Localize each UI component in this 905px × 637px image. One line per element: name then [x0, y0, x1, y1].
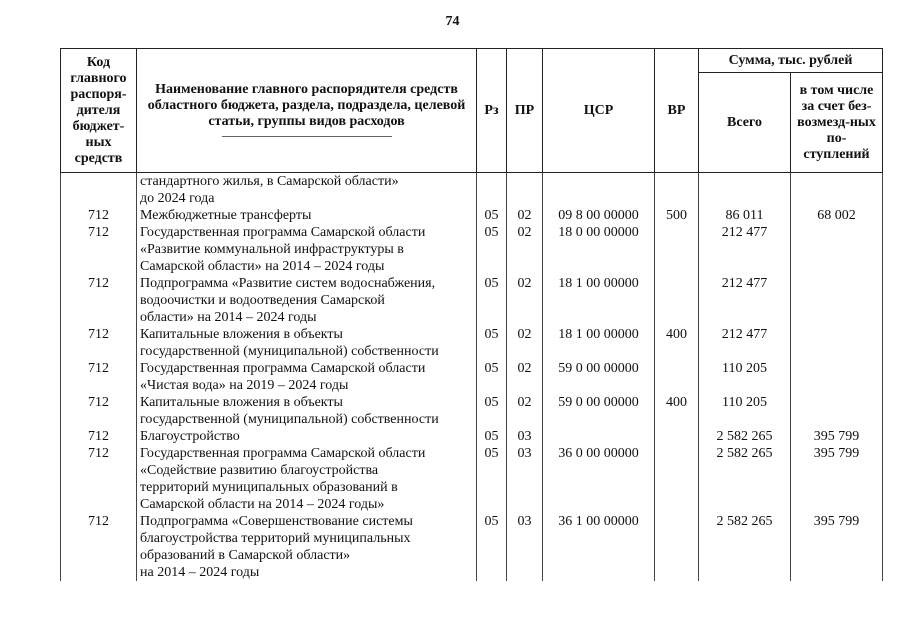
cell-total: 212 477	[699, 224, 791, 275]
cell-code: 712	[61, 207, 137, 224]
cell-total: 110 205	[699, 360, 791, 394]
name-line: до 2024 года	[140, 191, 215, 206]
cell-pr: 02	[507, 394, 543, 428]
table-row	[61, 326, 883, 360]
cell-incl	[791, 394, 883, 428]
table-row	[61, 224, 883, 275]
header-pr: ПР	[507, 49, 543, 173]
header-name	[137, 49, 477, 173]
cell-vr	[655, 445, 699, 513]
cell-incl	[791, 360, 883, 394]
cell-csr: 18 1 00 00000	[543, 275, 655, 326]
cell-name	[137, 360, 477, 394]
table-row	[61, 513, 883, 581]
cell-vr	[655, 224, 699, 275]
name-line: Благоустройство	[140, 429, 240, 444]
cell-name	[137, 428, 477, 445]
name-line: образований в Самарской области»	[140, 548, 351, 563]
cell-csr: 18 1 00 00000	[543, 326, 655, 360]
name-line: территорий муниципальных образований в	[140, 480, 398, 495]
cell-vr	[655, 428, 699, 445]
cell-incl	[791, 275, 883, 326]
name-line: Самарской области» на 2014 – 2024 годы	[140, 259, 385, 274]
table-row	[61, 445, 883, 513]
cell-rz: 05	[477, 445, 507, 513]
table-header	[61, 49, 883, 173]
cell-pr: 02	[507, 360, 543, 394]
name-line: государственной (муниципальной) собственности	[140, 344, 439, 359]
cell-code: 712	[61, 394, 137, 428]
table-row	[61, 207, 883, 224]
cell-vr	[655, 360, 699, 394]
cell-rz: 05	[477, 428, 507, 445]
cell-name	[137, 173, 477, 208]
name-line: «Развитие коммунальной инфраструктуры в	[140, 242, 404, 257]
cell-code: 712	[61, 445, 137, 513]
cell-csr: 36 0 00 00000	[543, 445, 655, 513]
cell-incl: 68 002	[791, 207, 883, 224]
cell-vr	[655, 173, 699, 208]
name-line: «Содействие развитию благоустройства	[140, 463, 379, 478]
header-incl: в том числе за счет без-возмезд-ных по-ступлений	[791, 73, 883, 173]
cell-csr	[543, 173, 655, 208]
header-name-text: Наименование главного распорядителя средств областного бюджета, раздела, подраздела, целевой статьи, группы видов расходов	[147, 82, 466, 129]
table-row	[61, 394, 883, 428]
name-line: Государственная программа Самарской области	[140, 361, 426, 376]
name-line: благоустройства территорий муниципальных	[140, 531, 411, 546]
name-line: Межбюджетные трансферты	[140, 208, 312, 223]
header-sum-group: Сумма, тыс. рублей	[699, 49, 883, 73]
cell-pr: 02	[507, 326, 543, 360]
cell-rz: 05	[477, 513, 507, 581]
name-line: водоочистки и водоотведения Самарской	[140, 293, 385, 308]
cell-incl: 395 799	[791, 445, 883, 513]
cell-rz: 05	[477, 275, 507, 326]
cell-name	[137, 224, 477, 275]
cell-csr: 59 0 00 00000	[543, 360, 655, 394]
cell-rz: 05	[477, 326, 507, 360]
cell-rz	[477, 173, 507, 208]
name-line: Самарской области на 2014 – 2024 годы»	[140, 497, 385, 512]
cell-rz: 05	[477, 394, 507, 428]
page-number: 74	[445, 14, 460, 29]
cell-total	[699, 173, 791, 208]
header-code: Код главного распоря-дителя бюджет-ных средств	[61, 49, 137, 173]
cell-code	[61, 173, 137, 208]
name-line: области» на 2014 – 2024 годы	[140, 310, 317, 325]
name-line: Государственная программа Самарской области	[140, 446, 426, 461]
cell-code: 712	[61, 224, 137, 275]
cell-name	[137, 207, 477, 224]
cell-total: 2 582 265	[699, 428, 791, 445]
cell-csr	[543, 428, 655, 445]
budget-table	[60, 48, 883, 581]
cell-csr: 59 0 00 00000	[543, 394, 655, 428]
header-vr: ВР	[655, 49, 699, 173]
name-line: Подпрограмма «Совершенствование системы	[140, 514, 413, 529]
cell-incl: 395 799	[791, 428, 883, 445]
name-line: Подпрограмма «Развитие систем водоснабжения,	[140, 276, 436, 291]
cell-rz: 05	[477, 207, 507, 224]
cell-csr: 36 1 00 00000	[543, 513, 655, 581]
cell-total: 212 477	[699, 326, 791, 360]
cell-code: 712	[61, 275, 137, 326]
cell-name	[137, 326, 477, 360]
name-line: на 2014 – 2024 годы	[140, 565, 260, 580]
header-total: Всего	[699, 73, 791, 173]
name-line: Капитальные вложения в объекты	[140, 395, 343, 410]
cell-vr: 500	[655, 207, 699, 224]
name-line: стандартного жилья, в Самарской области»	[140, 174, 399, 189]
cell-name	[137, 445, 477, 513]
cell-vr: 400	[655, 394, 699, 428]
cell-incl	[791, 173, 883, 208]
cell-pr: 02	[507, 275, 543, 326]
cell-rz: 05	[477, 360, 507, 394]
cell-incl: 395 799	[791, 513, 883, 581]
cell-pr: 02	[507, 207, 543, 224]
cell-pr: 03	[507, 513, 543, 581]
cell-code: 712	[61, 513, 137, 581]
name-line: государственной (муниципальной) собственности	[140, 412, 439, 427]
name-line: «Чистая вода» на 2019 – 2024 годы	[140, 378, 349, 393]
header-divider	[222, 136, 392, 137]
cell-rz: 05	[477, 224, 507, 275]
name-line: Капитальные вложения в объекты	[140, 327, 343, 342]
header-csr: ЦСР	[543, 49, 655, 173]
cell-vr	[655, 275, 699, 326]
cell-name	[137, 513, 477, 581]
cell-total: 212 477	[699, 275, 791, 326]
table-row	[61, 428, 883, 445]
name-line: Государственная программа Самарской области	[140, 225, 426, 240]
cell-pr: 02	[507, 224, 543, 275]
cell-name	[137, 394, 477, 428]
cell-total: 110 205	[699, 394, 791, 428]
table-row	[61, 173, 883, 208]
header-rz: Рз	[477, 49, 507, 173]
cell-vr	[655, 513, 699, 581]
table-body	[61, 173, 883, 582]
cell-csr: 09 8 00 00000	[543, 207, 655, 224]
cell-incl	[791, 326, 883, 360]
table-row	[61, 360, 883, 394]
cell-csr: 18 0 00 00000	[543, 224, 655, 275]
cell-total: 2 582 265	[699, 513, 791, 581]
cell-vr: 400	[655, 326, 699, 360]
cell-code: 712	[61, 326, 137, 360]
cell-name	[137, 275, 477, 326]
cell-code: 712	[61, 360, 137, 394]
cell-incl	[791, 224, 883, 275]
cell-pr	[507, 173, 543, 208]
cell-pr: 03	[507, 428, 543, 445]
cell-total: 86 011	[699, 207, 791, 224]
cell-pr: 03	[507, 445, 543, 513]
cell-code: 712	[61, 428, 137, 445]
cell-total: 2 582 265	[699, 445, 791, 513]
table-row	[61, 275, 883, 326]
